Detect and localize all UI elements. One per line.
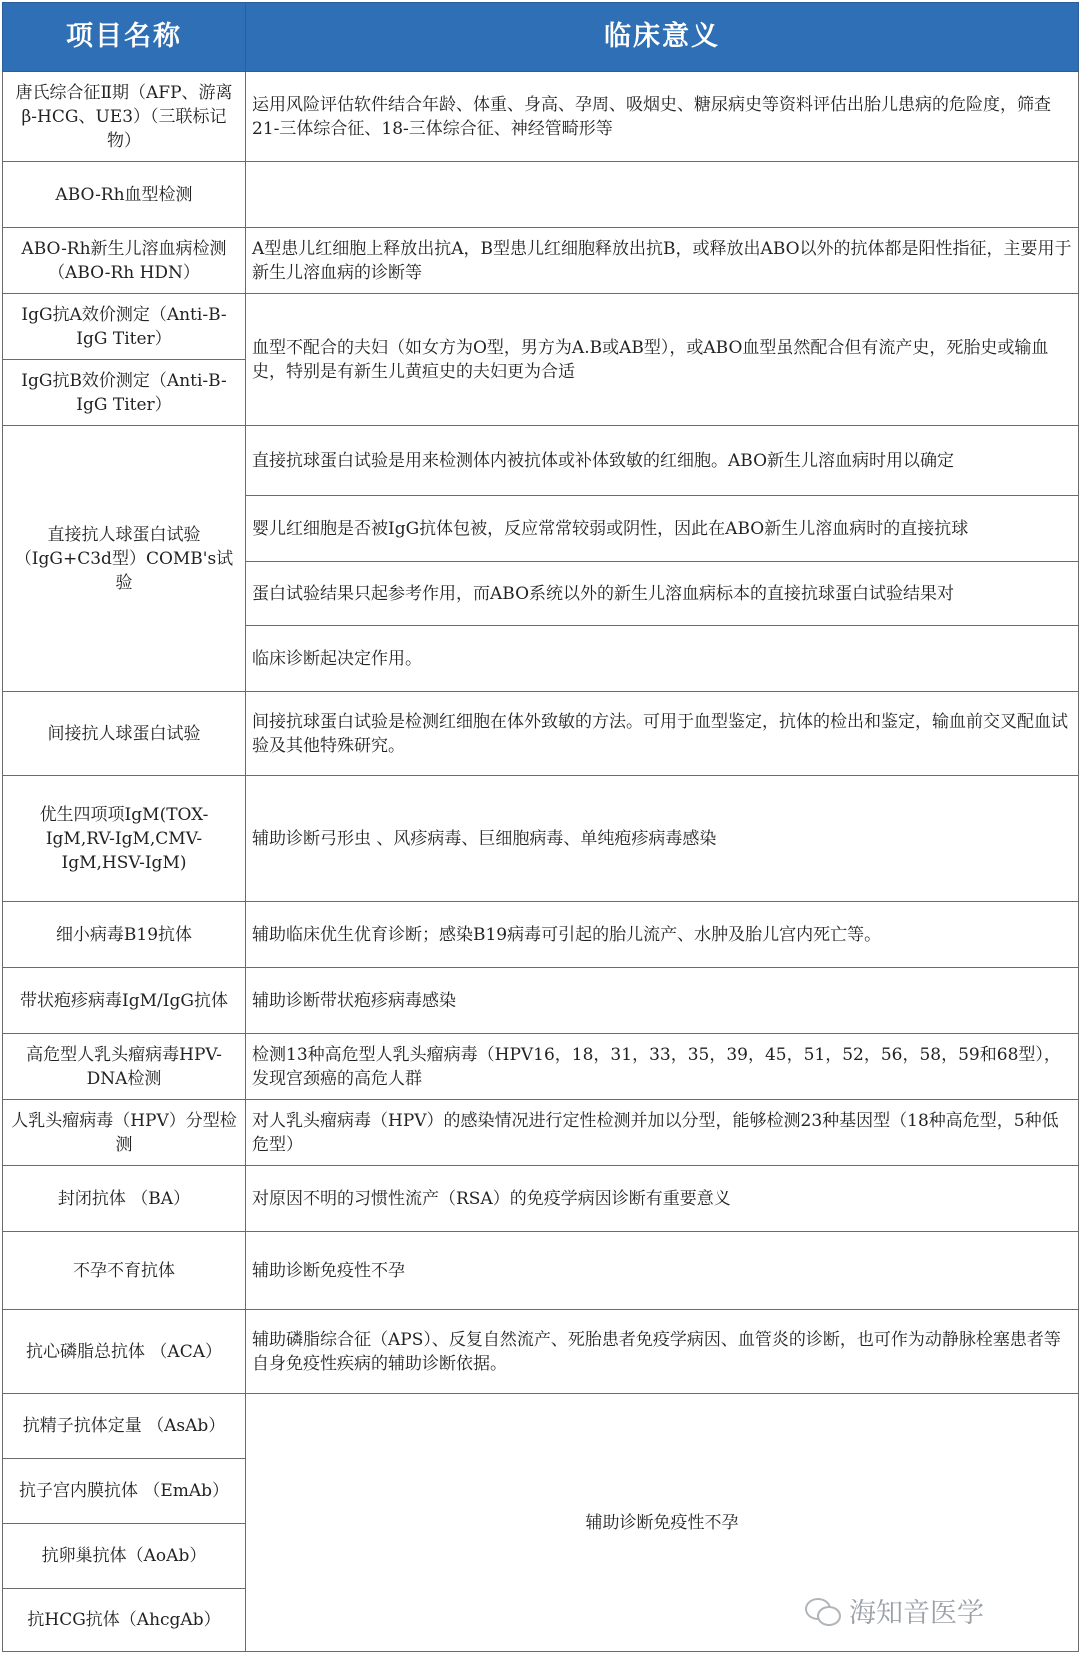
table-row <box>3 776 1079 902</box>
table-row <box>3 902 1079 968</box>
row-meaning: 辅助诊断免疫性不孕 <box>246 1394 1079 1652</box>
row-meaning: 间接抗球蛋白试验是检测红细胞在体外致敏的方法。可用于血型鉴定，抗体的检出和鉴定，输血前交叉配血试验及其他特殊研究。 <box>246 692 1079 776</box>
row-name: 唐氏综合征Ⅱ期（AFP、游离β-HCG、UE3）（三联标记物） <box>3 72 246 162</box>
row-meaning: 辅助诊断免疫性不孕 <box>246 1232 1079 1310</box>
row-name: 高危型人乳头瘤病毒HPV-DNA检测 <box>3 1034 246 1100</box>
watermark-text: 海知音医学 <box>849 1598 984 1629</box>
row-meaning: 辅助磷脂综合征（APS）、反复自然流产、死胎患者免疫学病因、血管炎的诊断，也可作为动静脉栓塞患者等自身免疫性疾病的辅助诊断依据。 <box>246 1310 1079 1394</box>
table-row <box>3 294 1079 360</box>
row-name: 细小病毒B19抗体 <box>3 902 246 968</box>
row-meaning: 对原因不明的习惯性流产（RSA）的免疫学病因诊断有重要意义 <box>246 1166 1079 1232</box>
table-row <box>3 1166 1079 1232</box>
row-name: 抗精子抗体定量 （AsAb） <box>3 1394 246 1459</box>
row-name: IgG抗A效价测定（Anti-B-IgG Titer） <box>3 294 246 360</box>
row-meaning: 直接抗球蛋白试验是用来检测体内被抗体或补体致敏的红细胞。ABO新生儿溶血病时用以确定 <box>246 426 1079 496</box>
row-meaning: A型患儿红细胞上释放出抗A，B型患儿红细胞释放出抗B，或释放出ABO以外的抗体都是阳性指征，主要用于新生儿溶血病的诊断等 <box>246 228 1079 294</box>
row-meaning: 婴儿红细胞是否被IgG抗体包被，反应常常较弱或阴性，因此在ABO新生儿溶血病时的直接抗球 <box>246 496 1079 562</box>
watermark <box>805 1591 984 1630</box>
row-name: 抗卵巢抗体（AoAb） <box>3 1524 246 1589</box>
row-meaning: 对人乳头瘤病毒（HPV）的感染情况进行定性检测并加以分型，能够检测23种基因型（18种高危型，5种低危型） <box>246 1100 1079 1166</box>
row-name: ABO-Rh新生儿溶血病检测（ABO-Rh HDN） <box>3 228 246 294</box>
row-name: 间接抗人球蛋白试验 <box>3 692 246 776</box>
clinical-table <box>2 2 1079 1652</box>
table-row <box>3 1232 1079 1310</box>
row-meaning: 蛋白试验结果只起参考作用，而ABO系统以外的新生儿溶血病标本的直接抗球蛋白试验结果对 <box>246 562 1079 626</box>
header-item-name: 项目名称 <box>3 3 246 72</box>
table-row <box>3 1034 1079 1100</box>
table-row <box>3 162 1079 228</box>
table-row <box>3 692 1079 776</box>
row-name: 人乳头瘤病毒（HPV）分型检测 <box>3 1100 246 1166</box>
table-row <box>3 426 1079 496</box>
row-meaning: 血型不配合的夫妇（如女方为O型，男方为A.B或AB型），或ABO血型虽然配合但有流产史，死胎史或输血史，特别是有新生儿黄疸史的夫妇更为合适 <box>246 294 1079 426</box>
row-name: 优生四项项IgM(TOX-IgM,RV-IgM,CMV-IgM,HSV-IgM) <box>3 776 246 902</box>
row-name: 直接抗人球蛋白试验（IgG+C3d型）COMB's试验 <box>3 426 246 692</box>
table-row <box>3 228 1079 294</box>
row-meaning: 运用风险评估软件结合年龄、体重、身高、孕周、吸烟史、糖尿病史等资料评估出胎儿患病的危险度，筛查21-三体综合征、18-三体综合征、神经管畸形等 <box>246 72 1079 162</box>
row-name: IgG抗B效价测定（Anti-B-IgG Titer） <box>3 360 246 426</box>
row-meaning: 检测13种高危型人乳头瘤病毒（HPV16，18，31，33，35，39，45，51，52，56，58，59和68型），发现宫颈癌的高危人群 <box>246 1034 1079 1100</box>
row-name: 不孕不育抗体 <box>3 1232 246 1310</box>
row-meaning: 辅助诊断带状疱疹病毒感染 <box>246 968 1079 1034</box>
table-header-row <box>3 3 1079 72</box>
row-meaning: 辅助临床优生优育诊断；感染B19病毒可引起的胎儿流产、水肿及胎儿宫内死亡等。 <box>246 902 1079 968</box>
row-meaning: 辅助诊断弓形虫 、风疹病毒、巨细胞病毒、单纯疱疹病毒感染 <box>246 776 1079 902</box>
table-row <box>3 1310 1079 1394</box>
row-meaning: 临床诊断起决定作用。 <box>246 626 1079 692</box>
table-row <box>3 72 1079 162</box>
row-meaning <box>246 162 1079 228</box>
row-name: 抗心磷脂总抗体 （ACA） <box>3 1310 246 1394</box>
row-name: 封闭抗体 （BA） <box>3 1166 246 1232</box>
row-name: 抗子宫内膜抗体 （EmAb） <box>3 1459 246 1524</box>
row-name: ABO-Rh血型检测 <box>3 162 246 228</box>
header-clinical-meaning: 临床意义 <box>246 3 1079 72</box>
table-row <box>3 1100 1079 1166</box>
row-name: 带状疱疹病毒IgM/IgG抗体 <box>3 968 246 1034</box>
row-name: 抗HCG抗体（AhcgAb） <box>3 1589 246 1652</box>
wechat-icon <box>805 1596 841 1626</box>
table-row <box>3 1394 1079 1459</box>
table-row <box>3 968 1079 1034</box>
